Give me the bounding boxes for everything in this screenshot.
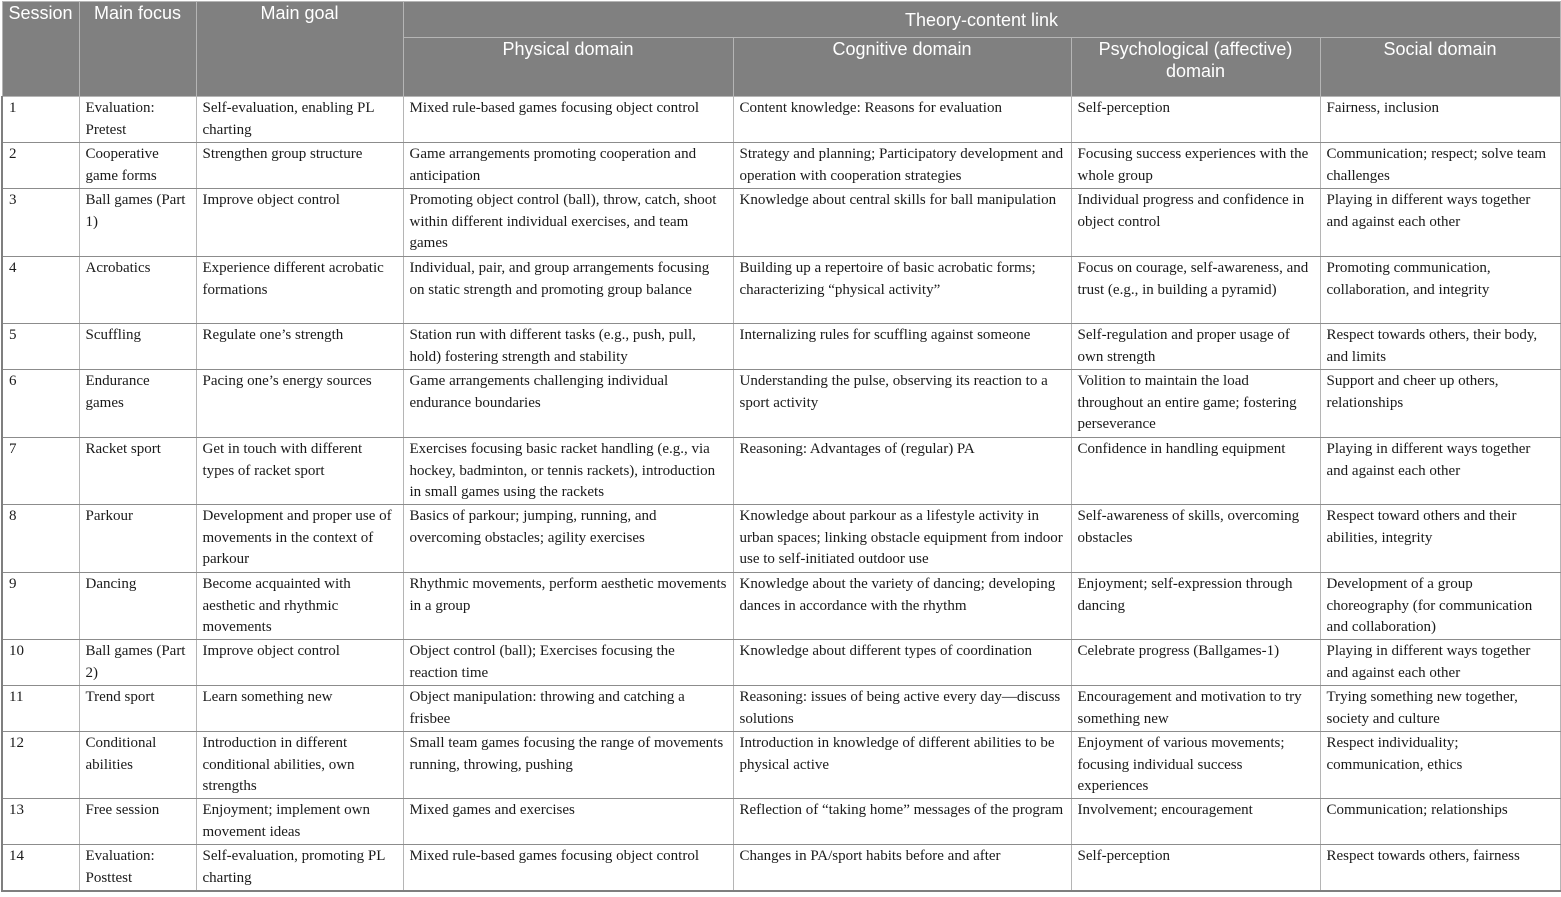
main-focus-cell: Acrobatics xyxy=(79,257,196,324)
table-row xyxy=(2,324,1560,370)
table-row xyxy=(2,573,1560,640)
social-cell: Support and cheer up others, relationships xyxy=(1320,370,1560,438)
physical-cell: Object control (ball); Exercises focusing the reaction time xyxy=(403,640,733,686)
table-row xyxy=(2,845,1560,891)
psychological-cell: Self-perception xyxy=(1071,97,1320,143)
psychological-cell: Self-perception xyxy=(1071,845,1320,891)
table-row xyxy=(2,732,1560,799)
psychological-cell: Self-regulation and proper usage of own strength xyxy=(1071,324,1320,370)
session-cell: 8 xyxy=(2,505,79,573)
physical-cell: Basics of parkour; jumping, running, and overcoming obstacles; agility exercises xyxy=(403,505,733,573)
session-cell: 2 xyxy=(2,143,79,189)
main-focus-cell: Evaluation: Pretest xyxy=(79,97,196,143)
main-goal-cell: Improve object control xyxy=(196,640,403,686)
social-cell: Development of a group choreography (for communication and collaboration) xyxy=(1320,573,1560,640)
main-focus-cell: Cooperative game forms xyxy=(79,143,196,189)
physical-cell: Promoting object control (ball), throw, catch, shoot within different individual exercises, and team games xyxy=(403,189,733,257)
main-focus-cell: Ball games (Part 1) xyxy=(79,189,196,257)
cognitive-cell: Reasoning: issues of being active every day—discuss solutions xyxy=(733,686,1071,732)
main-focus-cell: Parkour xyxy=(79,505,196,573)
psychological-cell: Self-awareness of skills, overcoming obstacles xyxy=(1071,505,1320,573)
psychological-cell: Volition to maintain the load throughout an entire game; fostering perseverance xyxy=(1071,370,1320,438)
social-cell: Playing in different ways together and against each other xyxy=(1320,640,1560,686)
session-cell: 4 xyxy=(2,257,79,324)
psychological-cell: Celebrate progress (Ballgames-1) xyxy=(1071,640,1320,686)
cognitive-cell: Content knowledge: Reasons for evaluation xyxy=(733,97,1071,143)
psychological-cell: Confidence in handling equipment xyxy=(1071,438,1320,505)
header-cognitive-domain: Cognitive domain xyxy=(733,38,1071,97)
table-row xyxy=(2,438,1560,505)
session-cell: 5 xyxy=(2,324,79,370)
main-focus-cell: Evaluation: Posttest xyxy=(79,845,196,891)
main-goal-cell: Get in touch with different types of racket sport xyxy=(196,438,403,505)
main-goal-cell: Learn something new xyxy=(196,686,403,732)
social-cell: Respect towards others, fairness xyxy=(1320,845,1560,891)
table-row xyxy=(2,686,1560,732)
physical-cell: Station run with different tasks (e.g., push, pull, hold) fostering strength and stability xyxy=(403,324,733,370)
physical-cell: Mixed rule-based games focusing object control xyxy=(403,97,733,143)
cognitive-cell: Knowledge about central skills for ball manipulation xyxy=(733,189,1071,257)
session-cell: 14 xyxy=(2,845,79,891)
session-overview-table xyxy=(1,1,1561,892)
main-goal-cell: Strengthen group structure xyxy=(196,143,403,189)
main-goal-cell: Experience different acrobatic formations xyxy=(196,257,403,324)
main-goal-cell: Development and proper use of movements in the context of parkour xyxy=(196,505,403,573)
physical-cell: Game arrangements promoting cooperation and anticipation xyxy=(403,143,733,189)
main-focus-cell: Scuffling xyxy=(79,324,196,370)
main-goal-cell: Become acquainted with aesthetic and rhythmic movements xyxy=(196,573,403,640)
header-physical-domain: Physical domain xyxy=(403,38,733,97)
table-row xyxy=(2,370,1560,438)
social-cell: Playing in different ways together and against each other xyxy=(1320,438,1560,505)
physical-cell: Mixed rule-based games focusing object control xyxy=(403,845,733,891)
session-cell: 6 xyxy=(2,370,79,438)
session-cell: 13 xyxy=(2,799,79,845)
table-row xyxy=(2,143,1560,189)
social-cell: Communication; respect; solve team challenges xyxy=(1320,143,1560,189)
main-goal-cell: Regulate one’s strength xyxy=(196,324,403,370)
physical-cell: Exercises focusing basic racket handling (e.g., via hockey, badminton, or tennis rackets), introduction in small games using the rackets xyxy=(403,438,733,505)
header-main-focus: Main focus xyxy=(79,2,196,97)
social-cell: Trying something new together, society and culture xyxy=(1320,686,1560,732)
physical-cell: Mixed games and exercises xyxy=(403,799,733,845)
cognitive-cell: Changes in PA/sport habits before and after xyxy=(733,845,1071,891)
cognitive-cell: Knowledge about the variety of dancing; developing dances in accordance with the rhythm xyxy=(733,573,1071,640)
main-goal-cell: Enjoyment; implement own movement ideas xyxy=(196,799,403,845)
table-row xyxy=(2,97,1560,143)
main-focus-cell: Dancing xyxy=(79,573,196,640)
main-goal-cell: Pacing one’s energy sources xyxy=(196,370,403,438)
physical-cell: Rhythmic movements, perform aesthetic movements in a group xyxy=(403,573,733,640)
psychological-cell: Enjoyment of various movements; focusing individual success experiences xyxy=(1071,732,1320,799)
session-cell: 7 xyxy=(2,438,79,505)
main-goal-cell: Self-evaluation, enabling PL charting xyxy=(196,97,403,143)
social-cell: Fairness, inclusion xyxy=(1320,97,1560,143)
session-cell: 9 xyxy=(2,573,79,640)
main-focus-cell: Ball games (Part 2) xyxy=(79,640,196,686)
physical-cell: Individual, pair, and group arrangements focusing on static strength and promoting group balance xyxy=(403,257,733,324)
social-cell: Communication; relationships xyxy=(1320,799,1560,845)
main-goal-cell: Self-evaluation, promoting PL charting xyxy=(196,845,403,891)
table-row xyxy=(2,257,1560,324)
header-session: Session xyxy=(2,2,79,97)
main-focus-cell: Trend sport xyxy=(79,686,196,732)
header-social-domain: Social domain xyxy=(1320,38,1560,97)
cognitive-cell: Building up a repertoire of basic acrobatic forms; characterizing “physical activity” xyxy=(733,257,1071,324)
social-cell: Respect towards others, their body, and limits xyxy=(1320,324,1560,370)
cognitive-cell: Introduction in knowledge of different abilities to be physical active xyxy=(733,732,1071,799)
cognitive-cell: Internalizing rules for scuffling against someone xyxy=(733,324,1071,370)
cognitive-cell: Strategy and planning; Participatory development and operation with cooperation strategies xyxy=(733,143,1071,189)
table-row xyxy=(2,189,1560,257)
main-focus-cell: Conditional abilities xyxy=(79,732,196,799)
psychological-cell: Involvement; encouragement xyxy=(1071,799,1320,845)
main-focus-cell: Free session xyxy=(79,799,196,845)
psychological-cell: Individual progress and confidence in object control xyxy=(1071,189,1320,257)
header-theory-content-link: Theory-content link xyxy=(403,2,1560,38)
cognitive-cell: Reflection of “taking home” messages of the program xyxy=(733,799,1071,845)
psychological-cell: Enjoyment; self-expression through dancing xyxy=(1071,573,1320,640)
table-row xyxy=(2,799,1560,845)
header-psychological-domain: Psychological (affective) domain xyxy=(1071,38,1320,97)
social-cell: Respect individuality; communication, ethics xyxy=(1320,732,1560,799)
main-focus-cell: Racket sport xyxy=(79,438,196,505)
table-row xyxy=(2,505,1560,573)
psychological-cell: Focus on courage, self-awareness, and trust (e.g., in building a pyramid) xyxy=(1071,257,1320,324)
psychological-cell: Focusing success experiences with the whole group xyxy=(1071,143,1320,189)
table-row xyxy=(2,640,1560,686)
cognitive-cell: Knowledge about different types of coordination xyxy=(733,640,1071,686)
social-cell: Respect toward others and their abilities, integrity xyxy=(1320,505,1560,573)
session-cell: 1 xyxy=(2,97,79,143)
main-focus-cell: Endurance games xyxy=(79,370,196,438)
header-main-goal: Main goal xyxy=(196,2,403,97)
cognitive-cell: Knowledge about parkour as a lifestyle activity in urban spaces; linking obstacle equipment from indoor use to self-initiated outdoor use xyxy=(733,505,1071,573)
cognitive-cell: Reasoning: Advantages of (regular) PA xyxy=(733,438,1071,505)
psychological-cell: Encouragement and motivation to try something new xyxy=(1071,686,1320,732)
social-cell: Promoting communication, collaboration, and integrity xyxy=(1320,257,1560,324)
physical-cell: Game arrangements challenging individual endurance boundaries xyxy=(403,370,733,438)
social-cell: Playing in different ways together and against each other xyxy=(1320,189,1560,257)
main-goal-cell: Introduction in different conditional abilities, own strengths xyxy=(196,732,403,799)
physical-cell: Small team games focusing the range of movements running, throwing, pushing xyxy=(403,732,733,799)
session-cell: 10 xyxy=(2,640,79,686)
session-cell: 12 xyxy=(2,732,79,799)
cognitive-cell: Understanding the pulse, observing its reaction to a sport activity xyxy=(733,370,1071,438)
physical-cell: Object manipulation: throwing and catching a frisbee xyxy=(403,686,733,732)
session-cell: 11 xyxy=(2,686,79,732)
main-goal-cell: Improve object control xyxy=(196,189,403,257)
session-cell: 3 xyxy=(2,189,79,257)
